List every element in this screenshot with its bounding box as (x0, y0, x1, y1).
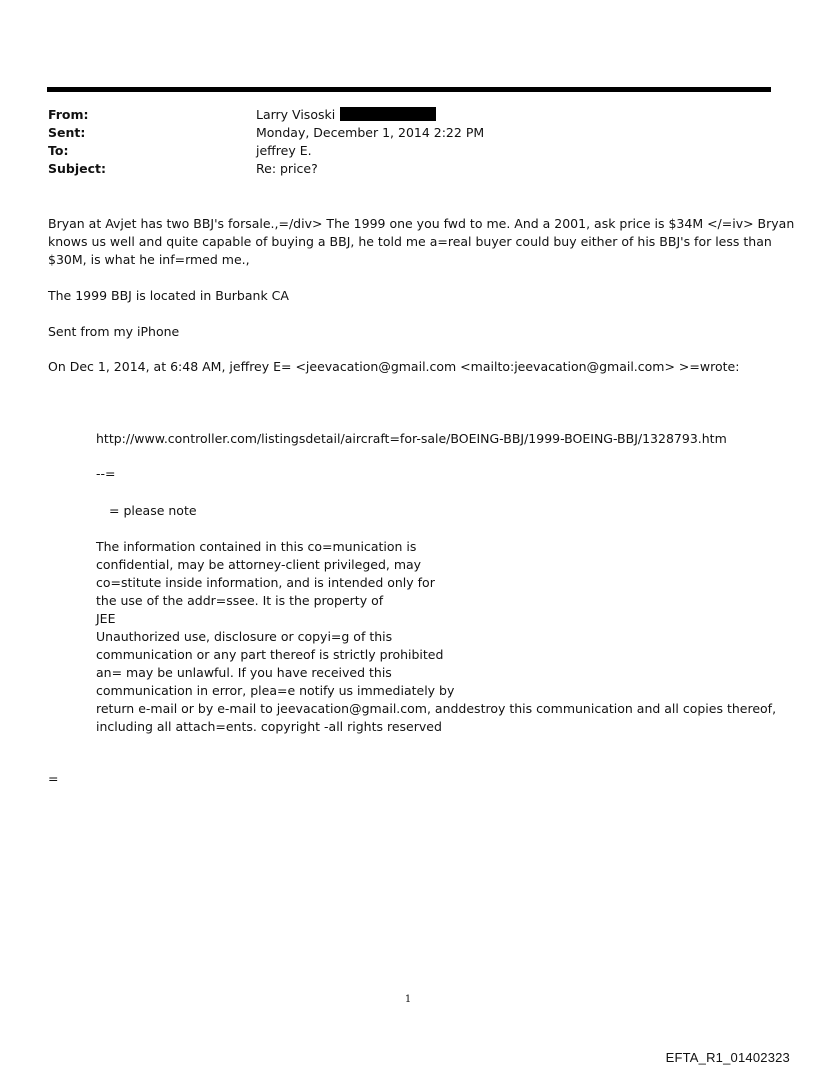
email-header (48, 106, 484, 178)
disclaimer-line: communication or any part thereof is strictly prohibited (96, 647, 444, 662)
disclaimer-line: the use of the addr=ssee. It is the property of (96, 593, 384, 608)
disclaimer-line: JEE (96, 611, 116, 626)
quoted-link[interactable]: http://www.controller.com/listingsdetail/aircraft=for-sale/BOEING-BBJ/1999-BOEING-BBJ/1328793.htm (96, 431, 727, 446)
disclaimer-line: confidential, may be attorney-client privileged, may (96, 557, 422, 572)
sent-value: Monday, December 1, 2014 2:22 PM (256, 125, 485, 140)
message-paragraph-2: The 1999 BBJ is located in Burbank CA (48, 288, 289, 303)
paragraph-line: knows us well and quite capable of buying a BBJ, he told me a=real buyer could buy either of his BBJ's for less than (48, 234, 772, 249)
sender-name: Larry Visoski (256, 107, 336, 122)
paragraph-line: Bryan at Avjet has two BBJ's forsale.,=/div> The 1999 one you fwd to me. And a 2001, ask price is $34M </=iv> Bryan (48, 216, 795, 231)
message-paragraph-1 (48, 215, 794, 269)
header-rule (47, 87, 771, 92)
document-id: EFTA_R1_01402323 (665, 1050, 790, 1065)
trailing-equals: = (48, 771, 59, 786)
please-note-line: = please note (109, 503, 197, 518)
disclaimer-line: co=stitute inside information, and is intended only for (96, 575, 435, 590)
page-number: 1 (404, 994, 412, 1005)
from-row (48, 106, 484, 124)
subject-label: Subject: (48, 161, 106, 176)
subject-value: Re: price? (256, 161, 318, 176)
paragraph-line: $30M, is what he inf=rmed me., (48, 252, 250, 267)
sent-row (48, 124, 484, 142)
reply-attribution: On Dec 1, 2014, at 6:48 AM, jeffrey E= <jeevacation@gmail.com <mailto:jeevacation@gmail.com> >=wrote: (48, 359, 740, 374)
from-value (256, 106, 436, 124)
sent-label: Sent: (48, 125, 86, 140)
disclaimer-line: Unauthorized use, disclosure or copyi=g of this (96, 629, 393, 644)
disclaimer-line: an= may be unlawful. If you have received this (96, 665, 392, 680)
disclaimer-block (96, 538, 776, 736)
to-row (48, 142, 484, 160)
disclaimer-line: return e-mail or by e-mail to jeevacation@gmail.com, anddestroy this communication and all copies thereof, (96, 701, 777, 716)
from-label: From: (48, 107, 89, 122)
subject-row (48, 160, 484, 178)
disclaimer-line: including all attach=ents. copyright -all rights reserved (96, 719, 442, 734)
message-paragraph-3: Sent from my iPhone (48, 324, 180, 339)
quoted-separator: --= (96, 466, 116, 481)
to-value: jeffrey E. (256, 143, 312, 158)
disclaimer-line: communication in error, plea=e notify us immediately by (96, 683, 455, 698)
disclaimer-line: The information contained in this co=munication is (96, 539, 417, 554)
redaction-block (340, 107, 436, 121)
to-label: To: (48, 143, 69, 158)
